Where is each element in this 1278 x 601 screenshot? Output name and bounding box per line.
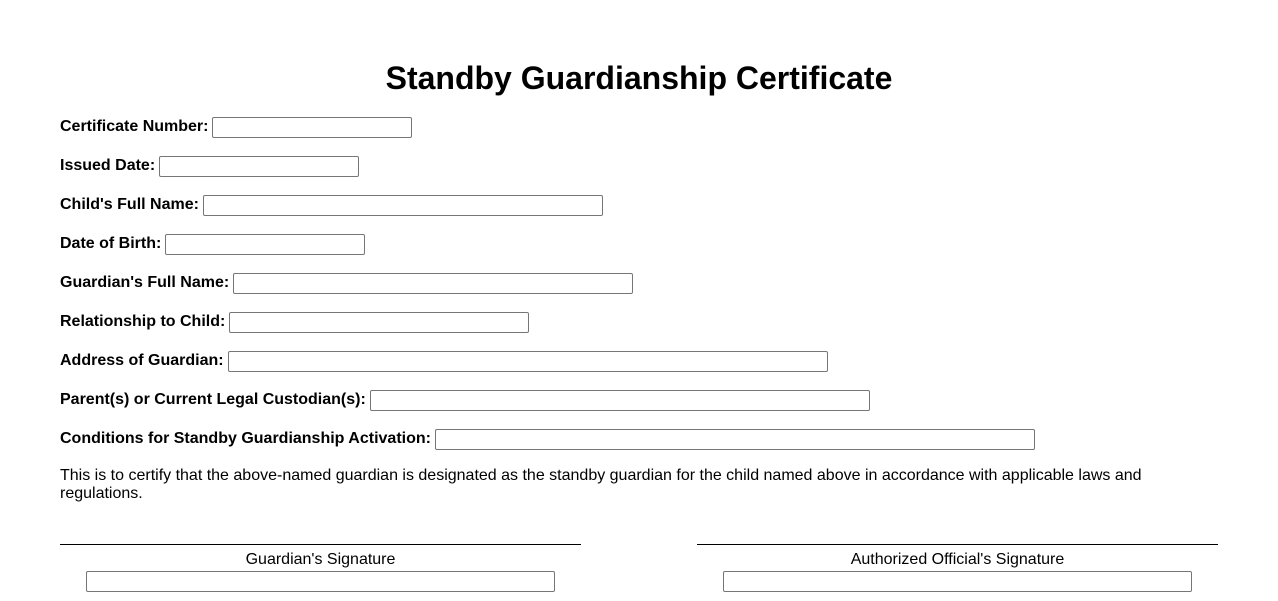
child-full-name-label: Child's Full Name: (60, 196, 199, 213)
guardian-signature-label: Guardian's Signature (245, 551, 396, 568)
child-full-name-input[interactable] (203, 195, 603, 216)
date-of-birth-input[interactable] (165, 234, 365, 255)
relationship-to-child-label: Relationship to Child: (60, 313, 226, 330)
date-of-birth-label: Date of Birth: (60, 235, 162, 252)
address-of-guardian-input[interactable] (228, 351, 828, 372)
field-row-parents-custodians (60, 389, 870, 411)
guardian-signature-block (60, 544, 581, 592)
relationship-to-child-input[interactable] (229, 312, 529, 333)
field-row-issued-date (60, 155, 359, 177)
certification-statement: This is to certify that the above-named guardian is designated as the standby guardian for the child named above in accordance with applicable laws and regulations. (60, 467, 1142, 502)
parents-custodians-input[interactable] (370, 390, 870, 411)
guardian-signature-input[interactable] (86, 571, 555, 592)
official-signature-input[interactable] (723, 571, 1192, 592)
activation-conditions-label: Conditions for Standby Guardianship Activation: (60, 430, 431, 447)
official-signature-label: Authorized Official's Signature (850, 551, 1065, 568)
field-row-child-full-name (60, 194, 603, 216)
certificate-number-label: Certificate Number: (60, 118, 209, 135)
page-title: Standby Guardianship Certificate (385, 60, 893, 96)
parents-custodians-label: Parent(s) or Current Legal Custodian(s): (60, 391, 366, 408)
address-of-guardian-label: Address of Guardian: (60, 352, 224, 369)
field-row-relationship-to-child (60, 311, 529, 333)
issued-date-input[interactable] (159, 156, 359, 177)
certificate-number-input[interactable] (212, 117, 412, 138)
guardian-signature-line (60, 544, 581, 545)
guardian-full-name-input[interactable] (233, 273, 633, 294)
activation-conditions-input[interactable] (435, 429, 1035, 450)
field-row-activation-conditions (60, 428, 1035, 450)
official-signature-block (697, 544, 1218, 592)
field-row-address-of-guardian (60, 350, 828, 372)
issued-date-label: Issued Date: (60, 157, 156, 174)
guardian-full-name-label: Guardian's Full Name: (60, 274, 230, 291)
official-signature-line (697, 544, 1218, 545)
field-row-date-of-birth (60, 233, 365, 255)
field-row-certificate-number (60, 116, 412, 138)
field-row-guardian-full-name (60, 272, 633, 294)
